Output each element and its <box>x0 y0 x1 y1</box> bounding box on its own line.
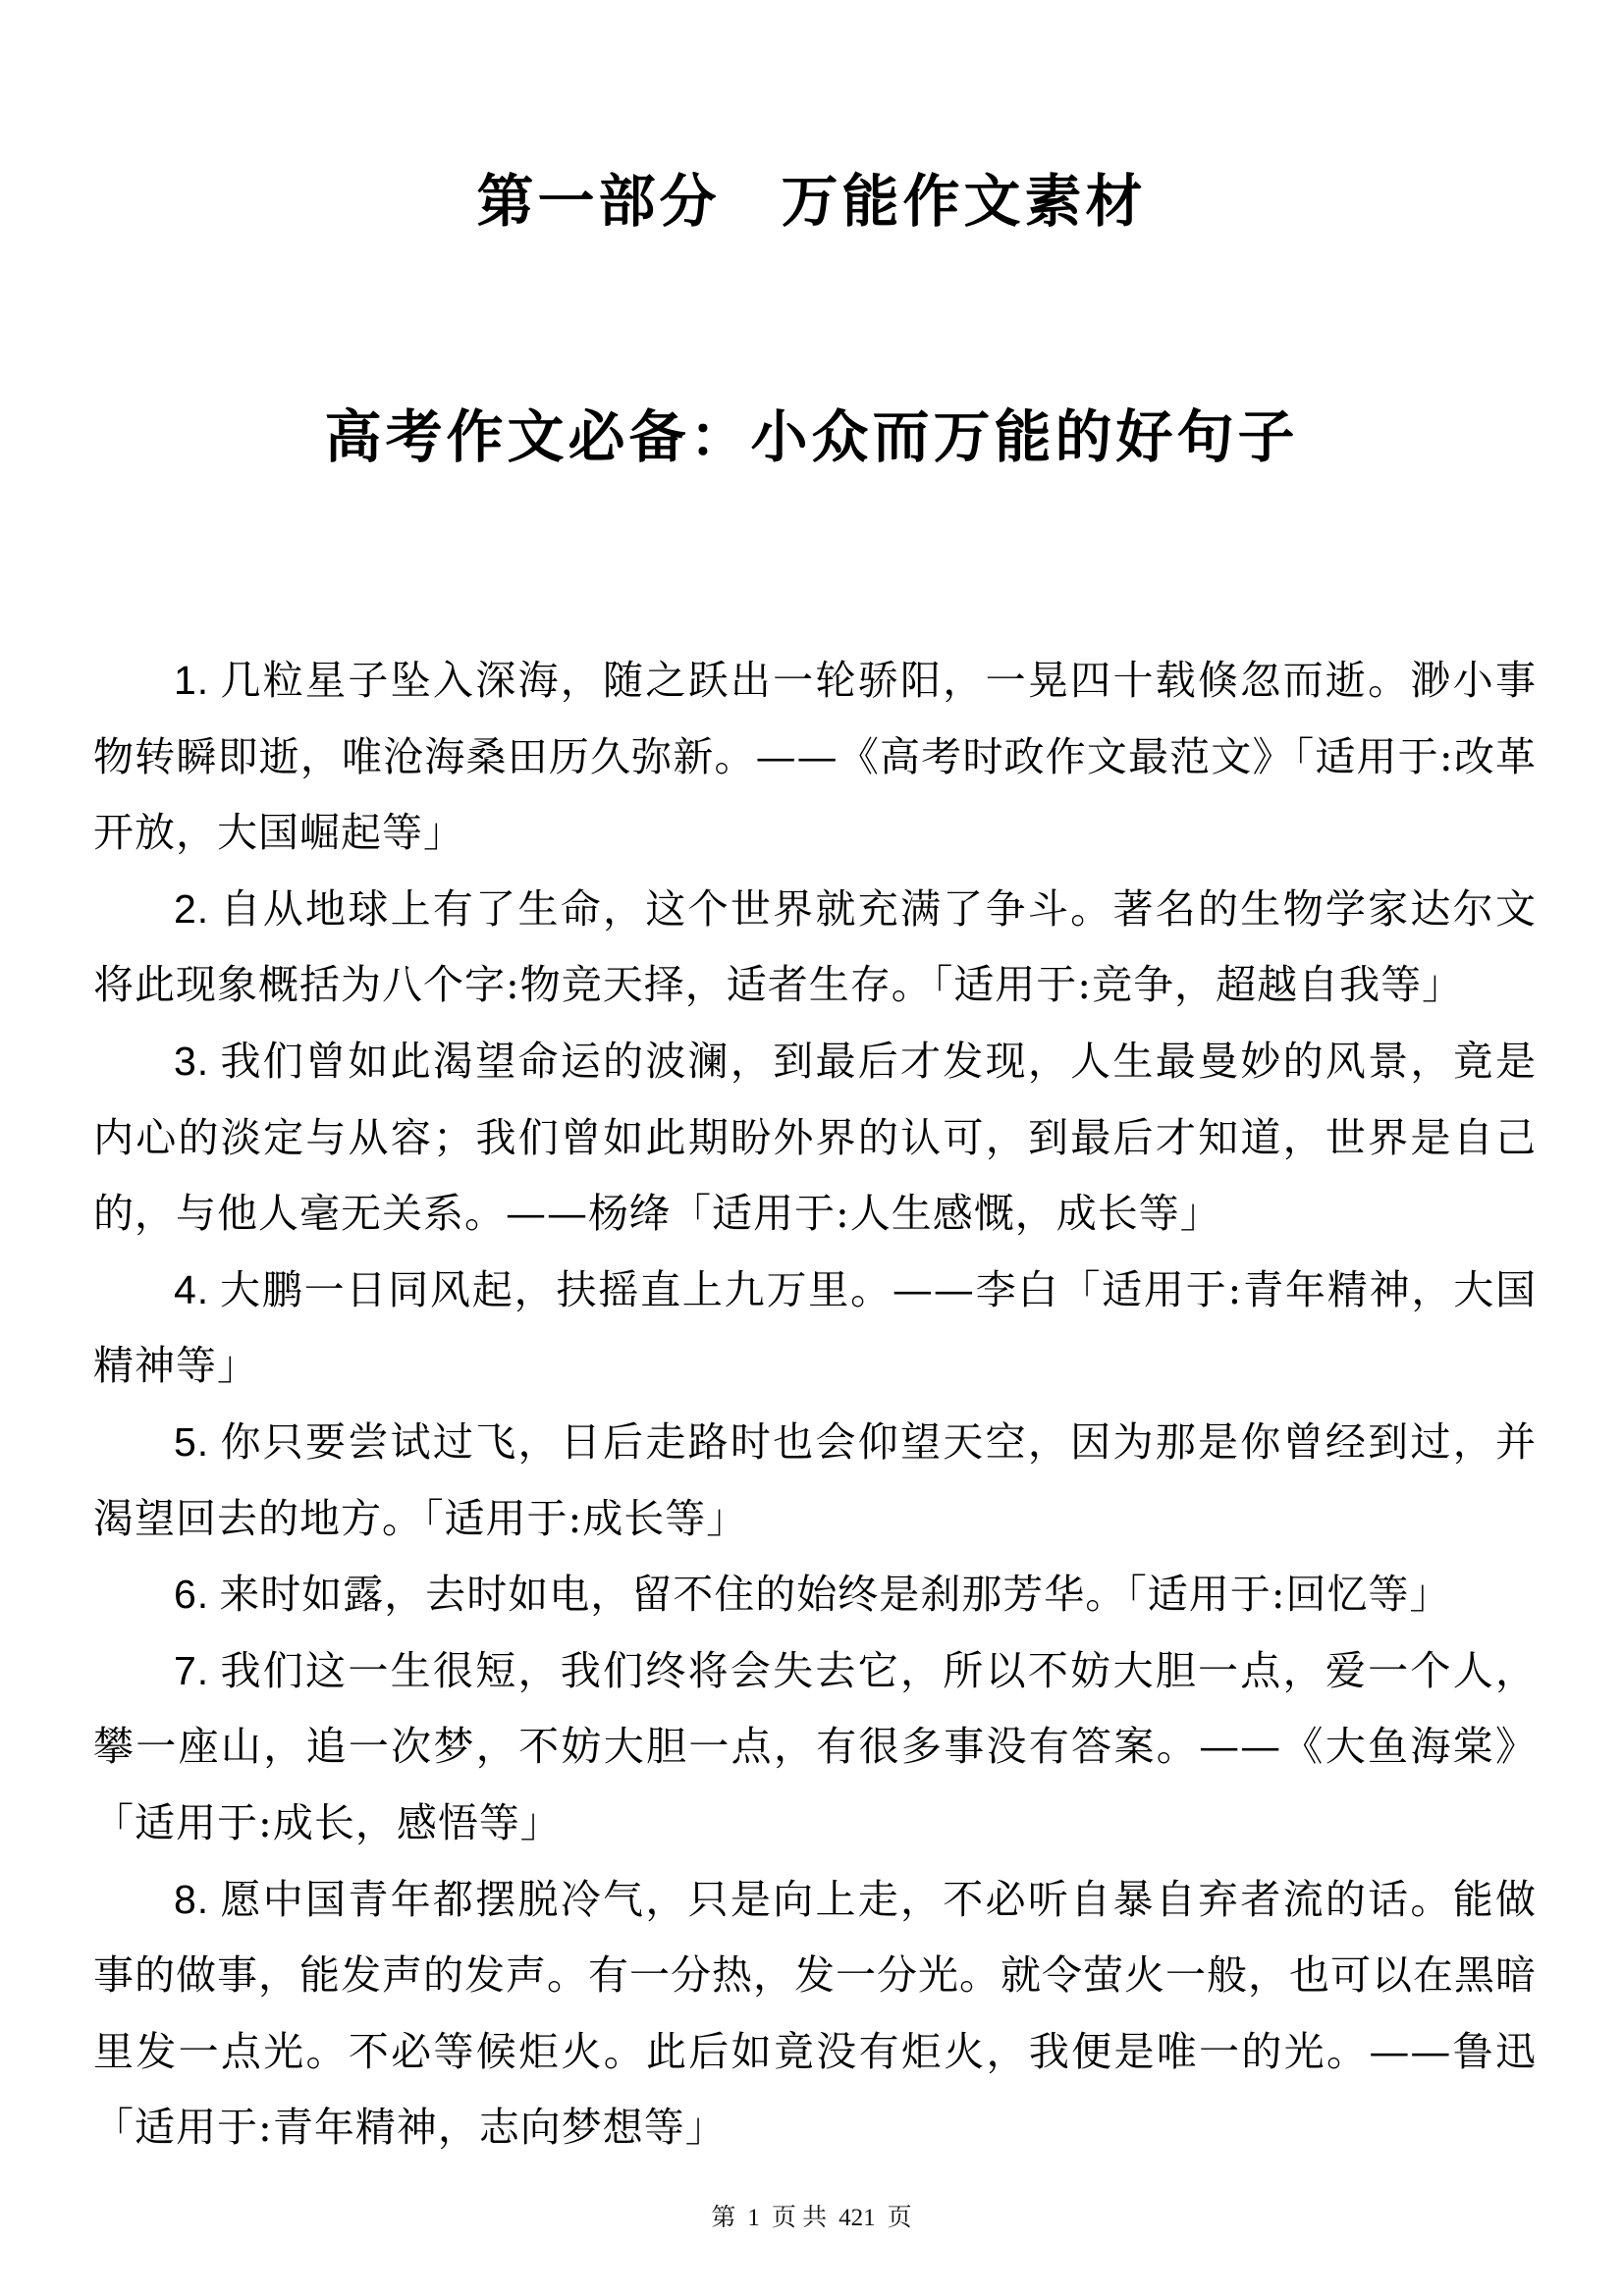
item-number: 2. <box>174 885 210 932</box>
footer-prefix: 第 <box>711 2205 736 2231</box>
item-number: 4. <box>174 1266 210 1312</box>
sentence-list <box>93 643 1537 2166</box>
item-text: 愿中国青年都摆脱冷气，只是向上走，不必听自暴自弃者流的话。能做事的做事，能发声的发声。有一分热，发一分光。就令萤火一般，也可以在黑暗里发一点光。不必等候炬火。此后如竟没有炬火，我便是唯一的光。——鲁迅「适用于:青年精神，志向梦想等」 <box>93 1875 1537 2152</box>
item-number: 7. <box>174 1647 210 1693</box>
item-text: 我们曾如此渴望命运的波澜，到最后才发现，人生最曼妙的风景，竟是内心的淡定与从容；我们曾如此期盼外界的认可，到最后才知道，世界是自己的，与他人毫无关系。——杨绛「适用于:人生感慨，成长等」 <box>93 1037 1537 1238</box>
list-item <box>93 1405 1537 1557</box>
page-footer <box>0 2199 1623 2238</box>
item-number: 8. <box>174 1876 210 1922</box>
list-item <box>93 1557 1537 1633</box>
current-page-number: 1 <box>747 2205 760 2231</box>
item-number: 5. <box>174 1418 210 1465</box>
item-number: 6. <box>174 1572 210 1618</box>
list-item <box>93 1024 1537 1253</box>
footer-middle: 页 共 <box>771 2205 828 2231</box>
item-text: 大鹏一日同风起，扶摇直上九万里。——李白「适用于:青年精神，大国精神等」 <box>93 1265 1537 1390</box>
list-item <box>93 1862 1537 2166</box>
list-item <box>93 872 1537 1024</box>
item-text: 来时如露，去时如电，留不住的始终是刹那芳华。「适用于:回忆等」 <box>219 1571 1451 1619</box>
item-text: 你只要尝试过飞，日后走路时也会仰望天空，因为那是你曾经到过，并渴望回去的地方。「适用于:成长等」 <box>93 1417 1537 1542</box>
footer-suffix: 页 <box>887 2205 912 2231</box>
item-text: 自从地球上有了生命，这个世界就充满了争斗。著名的生物学家达尔文将此现象概括为八个字:物竞天择，适者生存。「适用于:竞争，超越自我等」 <box>93 884 1537 1009</box>
main-title: 高考作文必备：小众而万能的好句子 <box>324 403 1299 470</box>
item-number: 1. <box>174 658 210 703</box>
item-text: 几粒星子坠入深海，随之跃出一轮骄阳，一晃四十载倏忽而逝。渺小事物转瞬即逝，唯沧海桑田历久弥新。——《高考时政作文最范文》「适用于:改革开放，大国崛起等」 <box>93 657 1537 857</box>
total-page-count: 421 <box>839 2205 876 2231</box>
item-text: 我们这一生很短，我们终将会失去它，所以不妨大胆一点，爱一个人，攀一座山，追一次梦，不妨大胆一点，有很多事没有答案。——《大鱼海棠》「适用于:成长，感悟等」 <box>93 1646 1537 1846</box>
list-item <box>93 1633 1537 1862</box>
part-title: 第一部分 万能作文素材 <box>476 168 1147 235</box>
list-item <box>93 643 1537 872</box>
item-number: 3. <box>174 1038 210 1084</box>
list-item <box>93 1253 1537 1405</box>
